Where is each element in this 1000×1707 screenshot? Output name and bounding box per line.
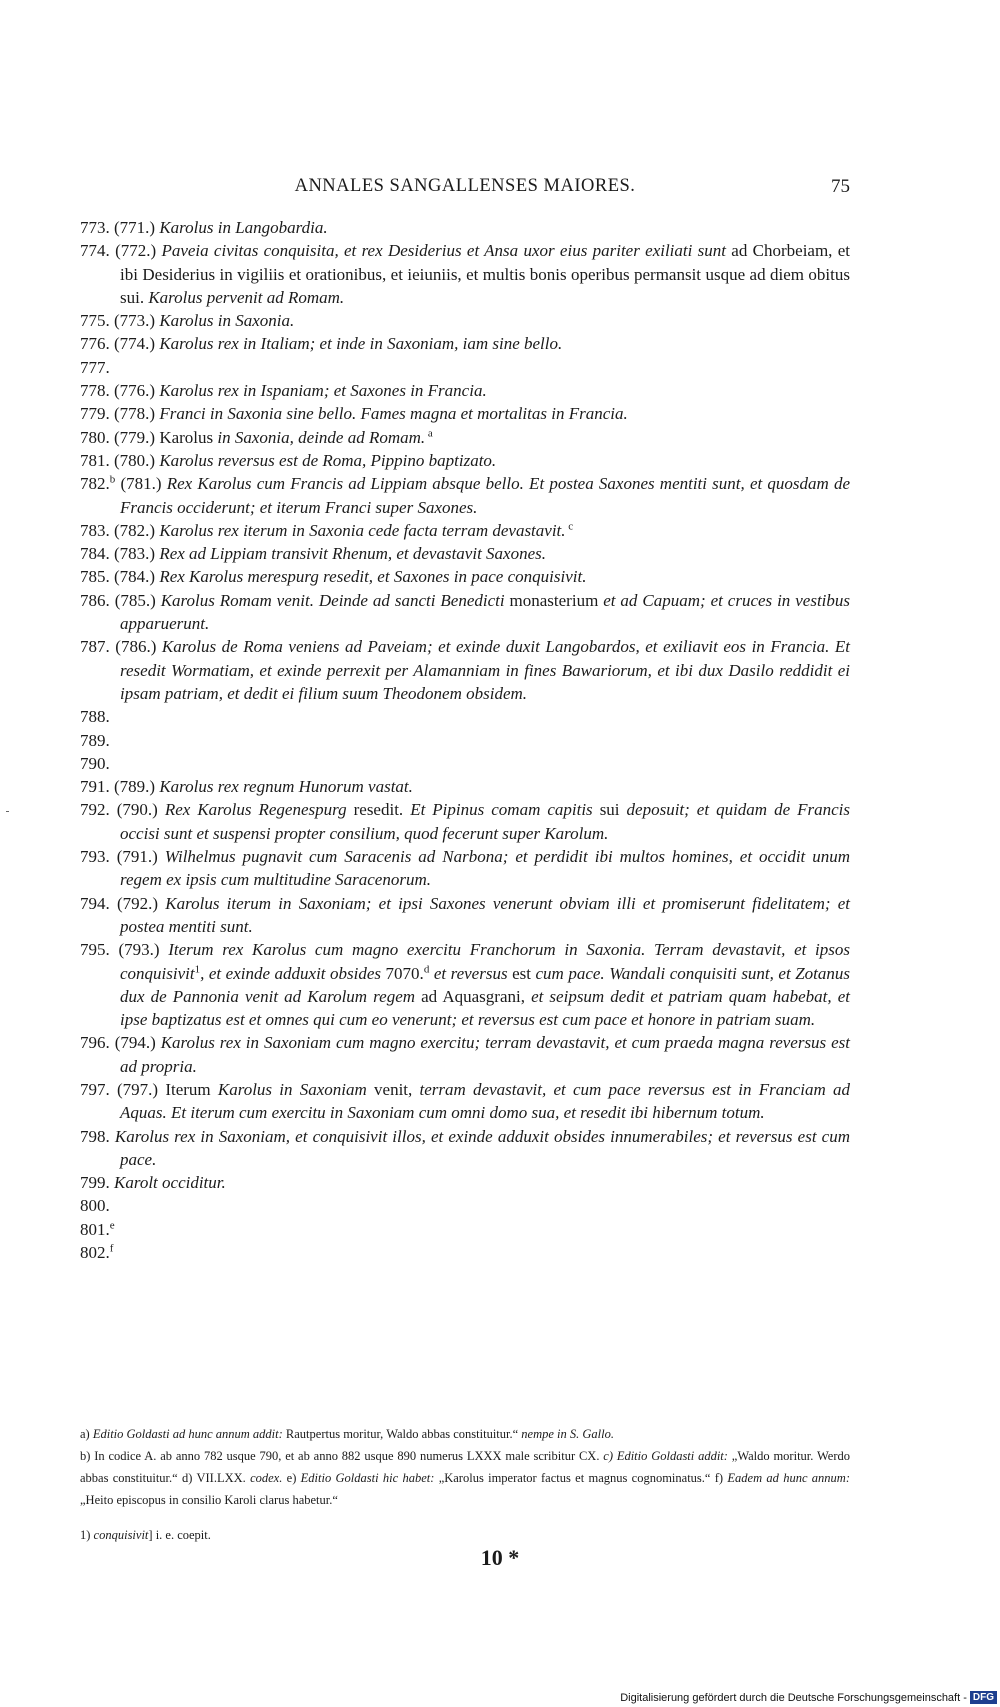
annal-entry	[80, 565, 850, 588]
annals-text	[80, 216, 850, 1264]
annal-entry	[80, 938, 850, 1031]
year-number: 780.	[80, 427, 110, 447]
digitization-credit	[620, 1691, 997, 1704]
annal-entry	[80, 402, 850, 425]
roman-text: (790.)	[116, 800, 165, 820]
footnote-mark: b	[109, 473, 116, 486]
italic-text: conquisivit	[93, 1528, 149, 1542]
roman-text: (779.) Karolus	[114, 427, 218, 447]
annal-entry	[80, 239, 850, 309]
footnote-paragraph	[80, 1445, 850, 1511]
annal-entry	[80, 752, 850, 775]
roman-text: ad Chorbeiam, et ibi Desiderius in vigiliis et orationibus, et ieiuniis, et multis bonis operibus permansit usque ad diem obitus sui.	[120, 241, 851, 307]
italic-text: codex.	[250, 1471, 287, 1485]
roman-text: venit,	[366, 1079, 420, 1099]
roman-text: „Heito episcopus in consilio Karoli clarus habetur.“	[80, 1493, 338, 1507]
italic-text: Karolus rex regnum Hunorum vastat.	[159, 777, 413, 797]
numbered-footnote	[80, 1524, 850, 1546]
annal-entry	[80, 845, 850, 892]
year-number: 786.	[80, 590, 110, 610]
italic-text: Karolus rex iterum in Saxonia cede facta terram devastavit.	[159, 520, 566, 540]
italic-text: Karolus de Roma veniens ad Paveiam; et exinde duxit Langobardos, et exiliavit eos in Francia. Et resedit Wormatiam, et exinde perrexit per Alamanniam in fines Bawariorum, et ibi dux Dasilo reddidit ei ipsam patriam, et dedit ei filium suum Theodonem obsidem.	[120, 637, 851, 703]
italic-text: Et Pipinus comam capitis	[410, 800, 593, 820]
annal-entry	[80, 519, 850, 542]
annal-entry	[80, 1218, 850, 1241]
roman-text: (776.)	[114, 381, 160, 401]
year-number: 783.	[80, 520, 110, 540]
italic-text: Karolus rex in Italiam; et inde in Saxoniam, iam sine bello.	[159, 334, 563, 354]
annal-entry	[80, 1031, 850, 1078]
italic-text: in Saxonia, deinde ad Romam.	[217, 427, 426, 447]
annal-entry	[80, 892, 850, 939]
italic-text: et ad Capuam; et cruces in vestibus apparuerunt.	[120, 590, 851, 634]
annal-entry	[80, 332, 850, 355]
italic-text: Karolus reversus est de Roma, Pippino baptizato.	[159, 450, 497, 470]
annal-entry	[80, 705, 850, 728]
year-number: 788.	[80, 707, 110, 727]
year-number: 790.	[80, 753, 110, 773]
annal-entry	[80, 798, 850, 845]
roman-text: (793.)	[118, 940, 169, 960]
roman-text: (785.)	[114, 590, 161, 610]
roman-text: (783.)	[114, 544, 160, 564]
italic-text: deposuit; et quidam de Francis occisi sunt et suspensi propter consilium, quod fecerunt super Karolum.	[120, 800, 851, 843]
italic-text: terram devastavit, et cum pace reversus est in Franciam ad Aquas. Et iterum cum exercitu in Saxoniam cum omni domo sua, et resedit ibi hibernum totum.	[120, 1079, 850, 1123]
italic-text: cum pace. Wandali conquisiti sunt, et Zotanus dux de Pannonia venit ad Karolum regem	[120, 963, 850, 1006]
roman-text: a)	[80, 1427, 93, 1441]
roman-text: est	[507, 963, 536, 983]
annal-entry	[80, 589, 850, 636]
annal-entry	[80, 356, 850, 379]
dfg-logo: DFG	[970, 1691, 997, 1704]
footnote-mark: c	[565, 520, 574, 533]
roman-text: (792.)	[116, 893, 166, 913]
roman-text: Rautpertus moritur, Waldo abbas constituitur.“	[285, 1427, 522, 1441]
year-number: 797.	[80, 1079, 110, 1099]
year-number: 774.	[80, 241, 110, 261]
italic-text: Editio Goldasti hic habet:	[300, 1471, 439, 1485]
annal-entry	[80, 449, 850, 472]
year-number: 787.	[80, 637, 110, 657]
roman-text: „Waldo moritur. Werdo abbas constituitur.“ d) VII.LXX.	[80, 1449, 850, 1485]
running-header	[80, 176, 850, 206]
roman-text: (780.)	[114, 450, 160, 470]
year-number: 794.	[80, 893, 110, 913]
annal-entry	[80, 729, 850, 752]
roman-text: (774.)	[114, 334, 160, 354]
annal-entry	[80, 1171, 850, 1194]
year-number: 777.	[80, 357, 110, 377]
year-number: 775.	[80, 311, 110, 331]
year-number: 779.	[80, 404, 110, 424]
roman-text: ad Aquasgrani,	[415, 986, 532, 1006]
roman-text: (772.)	[115, 241, 162, 261]
italic-text: Karolus rex in Saxoniam, et conquisivit illos, et exinde adduxit obsides innumerabiles; et reversus est cum pace.	[114, 1126, 851, 1169]
year-number: 793.	[80, 847, 110, 867]
roman-text: (797.) Iterum	[117, 1079, 218, 1099]
roman-text: b) In codice A. ab anno 782 usque 790, et ab anno 882 usque 890 numerus LXXX male scribitur CX.	[80, 1449, 604, 1463]
roman-text: 7070.	[381, 963, 424, 983]
roman-text: (786.)	[115, 637, 162, 657]
annal-entry	[80, 1194, 850, 1217]
annal-entry	[80, 216, 850, 239]
annal-entry	[80, 775, 850, 798]
italic-text: Rex Karolus cum Francis ad Lippiam absque bello. Et postea Saxones mentiti sunt, et quosdam de Francis occiderunt; et iterum Franci super Saxones.	[120, 474, 851, 517]
annal-entry	[80, 309, 850, 332]
annal-entry	[80, 1241, 850, 1264]
margin-mark	[6, 811, 9, 812]
annal-entry	[80, 635, 850, 705]
footnote-mark: f	[109, 1242, 114, 1255]
roman-text: „Karolus imperator factus et magnus cognominatus.“ f)	[438, 1471, 728, 1485]
roman-text: sui	[592, 800, 627, 820]
year-number: 778.	[80, 381, 110, 401]
year-number: 773.	[80, 218, 110, 237]
italic-text: et reversus	[429, 963, 508, 983]
italic-text: Wilhelmus pugnavit cum Saracenis ad Narbona; et perdidit ibi multos homines, et occidit unum regem ex ipsis cum multitudine Saracenorum.	[120, 847, 851, 890]
footnote-mark: d	[423, 962, 430, 975]
footnote-mark: 1	[194, 962, 201, 975]
italic-text: Paveia civitas conquisita, et rex Desiderius et Ansa uxor eius pariter exiliati sunt	[161, 241, 726, 261]
year-number: 802.	[80, 1243, 110, 1263]
italic-text: Rex ad Lippiam transivit Rhenum, et devastavit Saxones.	[159, 544, 547, 564]
roman-text: (784.)	[114, 567, 160, 587]
roman-text: (789.)	[114, 777, 160, 797]
page-number: 75	[831, 176, 850, 197]
italic-text: , et exinde adduxit obsides	[200, 963, 382, 983]
annal-entry	[80, 472, 850, 519]
roman-text: (782.)	[114, 520, 160, 540]
footnote-paragraph	[80, 1423, 850, 1445]
italic-text: Karolus in Saxonia.	[159, 311, 295, 331]
year-number: 776.	[80, 334, 110, 354]
roman-text: ] i. e. coepit.	[148, 1528, 211, 1542]
italic-text: Karolus in Langobardia.	[159, 218, 328, 237]
italic-text: Karolus in Saxoniam	[217, 1079, 367, 1099]
annal-entry	[80, 1125, 850, 1172]
italic-text: Karolus pervenit ad Romam.	[148, 287, 345, 307]
year-number: 792.	[80, 800, 110, 820]
italic-text: Rex Karolus Regenespurg	[164, 800, 347, 820]
italic-text: Karolus rex in Ispaniam; et Saxones in Francia.	[159, 381, 487, 401]
year-number: 781.	[80, 450, 110, 470]
italic-text: Franci in Saxonia sine bello. Fames magna et mortalitas in Francia.	[159, 404, 628, 424]
letter-footnotes	[80, 1423, 850, 1511]
credit-text: Digitalisierung gefördert durch die Deutsche Forschungsgemeinschaft -	[620, 1691, 967, 1704]
annal-entry	[80, 426, 850, 449]
running-title: ANNALES SANGALLENSES MAIORES.	[294, 176, 636, 196]
signature-mark: 10 *	[480, 1545, 520, 1570]
footnote-mark: a	[425, 427, 433, 440]
roman-text: e)	[286, 1471, 301, 1485]
annal-entry	[80, 542, 850, 565]
italic-text: nempe in S. Gallo.	[521, 1427, 614, 1441]
italic-text: Iterum rex Karolus cum magno exercitu Franchorum in Saxonia. Terram devastavit, et ipsos conquisivit	[120, 940, 851, 983]
italic-text: Karolt occiditur.	[114, 1173, 226, 1193]
italic-text: Rex Karolus merespurg resedit, et Saxones in pace conquisivit.	[159, 567, 587, 587]
year-number: 799.	[80, 1173, 110, 1193]
footnote-mark: e	[109, 1219, 115, 1232]
annal-entry	[80, 379, 850, 402]
year-number: 795.	[80, 940, 110, 960]
roman-text: (794.)	[114, 1033, 161, 1053]
year-number: 782.	[80, 474, 110, 494]
year-number: 789.	[80, 730, 110, 750]
italic-text: Karolus Romam venit. Deinde ad sancti Benedicti	[160, 590, 505, 610]
roman-text: resedit.	[346, 800, 411, 820]
year-number: 784.	[80, 544, 110, 564]
year-number: 801.	[80, 1219, 110, 1239]
year-number: 791.	[80, 777, 110, 797]
roman-text: (773.)	[114, 311, 160, 331]
roman-text: (791.)	[116, 847, 165, 867]
roman-text: (778.)	[114, 404, 160, 424]
roman-text: (771.)	[114, 218, 160, 237]
italic-text: et seipsum dedit et patriam quam habebat, et ipse baptizatus est et omnes qui cum eo venerunt; et reversus est cum pace et honore in patriam suam.	[120, 986, 850, 1030]
roman-text: monasterium	[504, 590, 604, 610]
italic-text: Karolus rex in Saxoniam cum magno exercitu; terram devastavit, et cum praeda magna reversus est ad propria.	[120, 1033, 850, 1076]
italic-text: Editio Goldasti ad hunc annum addit:	[92, 1427, 286, 1441]
roman-text: 1)	[80, 1528, 94, 1542]
year-number: 800.	[80, 1196, 110, 1216]
italic-text: Eadem ad hunc annum:	[727, 1471, 850, 1485]
year-number: 798.	[80, 1126, 110, 1146]
italic-text: c) Editio Goldasti addit:	[603, 1449, 732, 1463]
italic-text: Karolus iterum in Saxoniam; et ipsi Saxones venerunt obviam illi et promiserunt fidelitatem; et postea mentiti sunt.	[120, 893, 850, 936]
annal-entry	[80, 1078, 850, 1125]
year-number: 796.	[80, 1033, 110, 1053]
year-number: 785.	[80, 567, 110, 587]
footnote-paragraph	[80, 1524, 850, 1546]
roman-text: (781.)	[120, 474, 167, 494]
